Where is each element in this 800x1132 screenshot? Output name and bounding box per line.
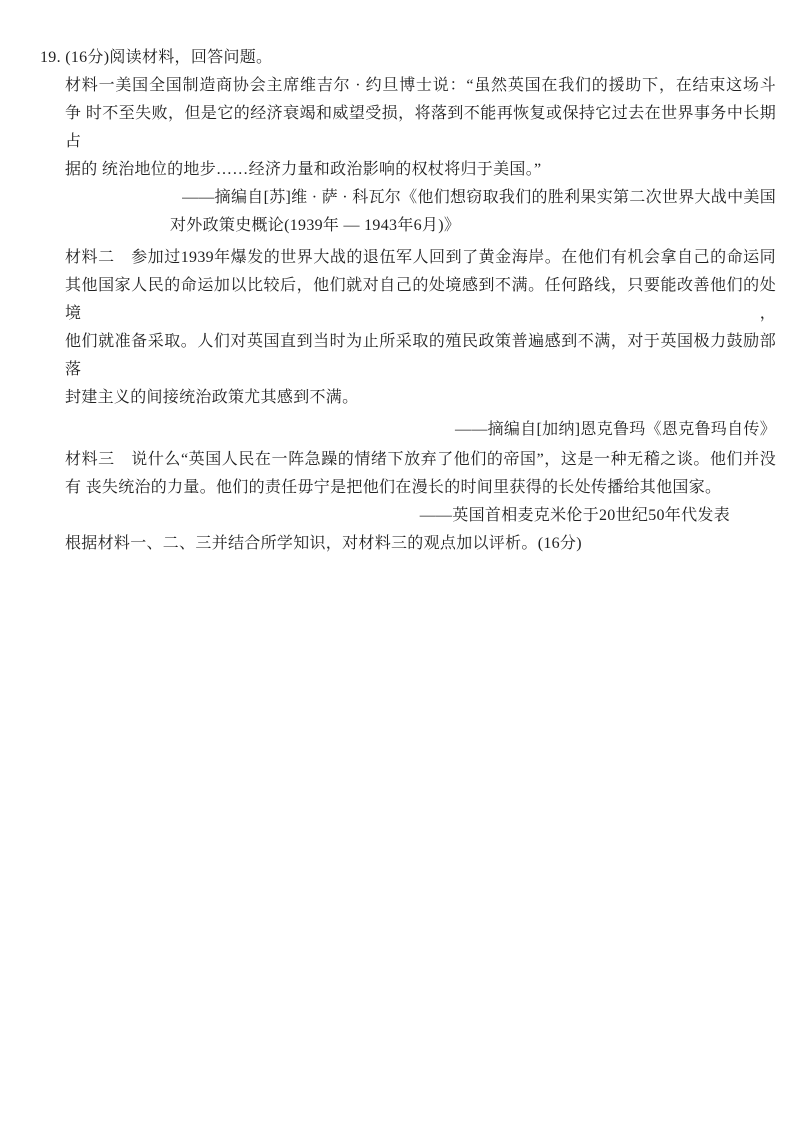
question-19-block (40, 44, 776, 558)
material-3-line: 材料三 说什么“英国人民在一阵急躁的情绪下放弃了他们的帝国”，这是一种无稽之谈。他们并没 (65, 451, 776, 468)
question-number-line: 19. (16分)阅读材料，回答问题。 (40, 49, 273, 66)
material-2-line: 材料二 参加过1939年爆发的世界大战的退伍军人回到了黄金海岸。在他们有机会拿自己的命运同 (65, 249, 776, 266)
material-1-source-line-1: ——摘编自[苏]维 · 萨 · 科瓦尔《他们想窃取我们的胜利果实第二次世界大战中美国 (182, 189, 776, 206)
material-3-paragraph (40, 446, 776, 502)
material-2-line: 其他国家人民的命运加以比较后，他们就对自己的处境感到不满。任何路线，只要能改善他们的处境， (65, 277, 776, 322)
material-3-source-line: ——英国首相麦克米伦于20世纪50年代发表 (419, 507, 730, 524)
material-1-line: 材料一美国全国制造商协会主席维吉尔 · 约旦博士说：“虽然英国在我们的援助下，在结束这场斗 (65, 77, 776, 94)
material-2-paragraph (40, 244, 776, 412)
material-1-paragraph (40, 72, 776, 184)
material-2-line: 封建主义的间接统治政策尤其感到不满。 (65, 389, 359, 406)
material-1-source-line-2: 对外政策史概论(1939年 — 1943年6月)》 (170, 217, 461, 234)
material-2-source-line: ——摘编自[加纳]恩克鲁玛《恩克鲁玛自传》 (455, 421, 776, 438)
material-3-line: 有 丧失统治的力量。他们的责任毋宁是把他们在漫长的时间里获得的长处传播给其他国家。 (65, 479, 722, 496)
material-1-line: 据的 统治地位的地步……经济力量和政治影响的权杖将归于美国。” (65, 161, 542, 178)
material-1-line: 争 时不至失败，但是它的经济衰竭和威望受损，将落到不能再恢复或保持它过去在世界事务中长期占 (65, 105, 776, 150)
material-2-line: 他们就准备采取。人们对英国直到当时为止所采取的殖民政策普遍感到不满，对于英国极力鼓励部落 (65, 333, 776, 378)
task-line: 根据材料一、二、三并结合所学知识，对材料三的观点加以评析。(16分) (65, 535, 582, 552)
